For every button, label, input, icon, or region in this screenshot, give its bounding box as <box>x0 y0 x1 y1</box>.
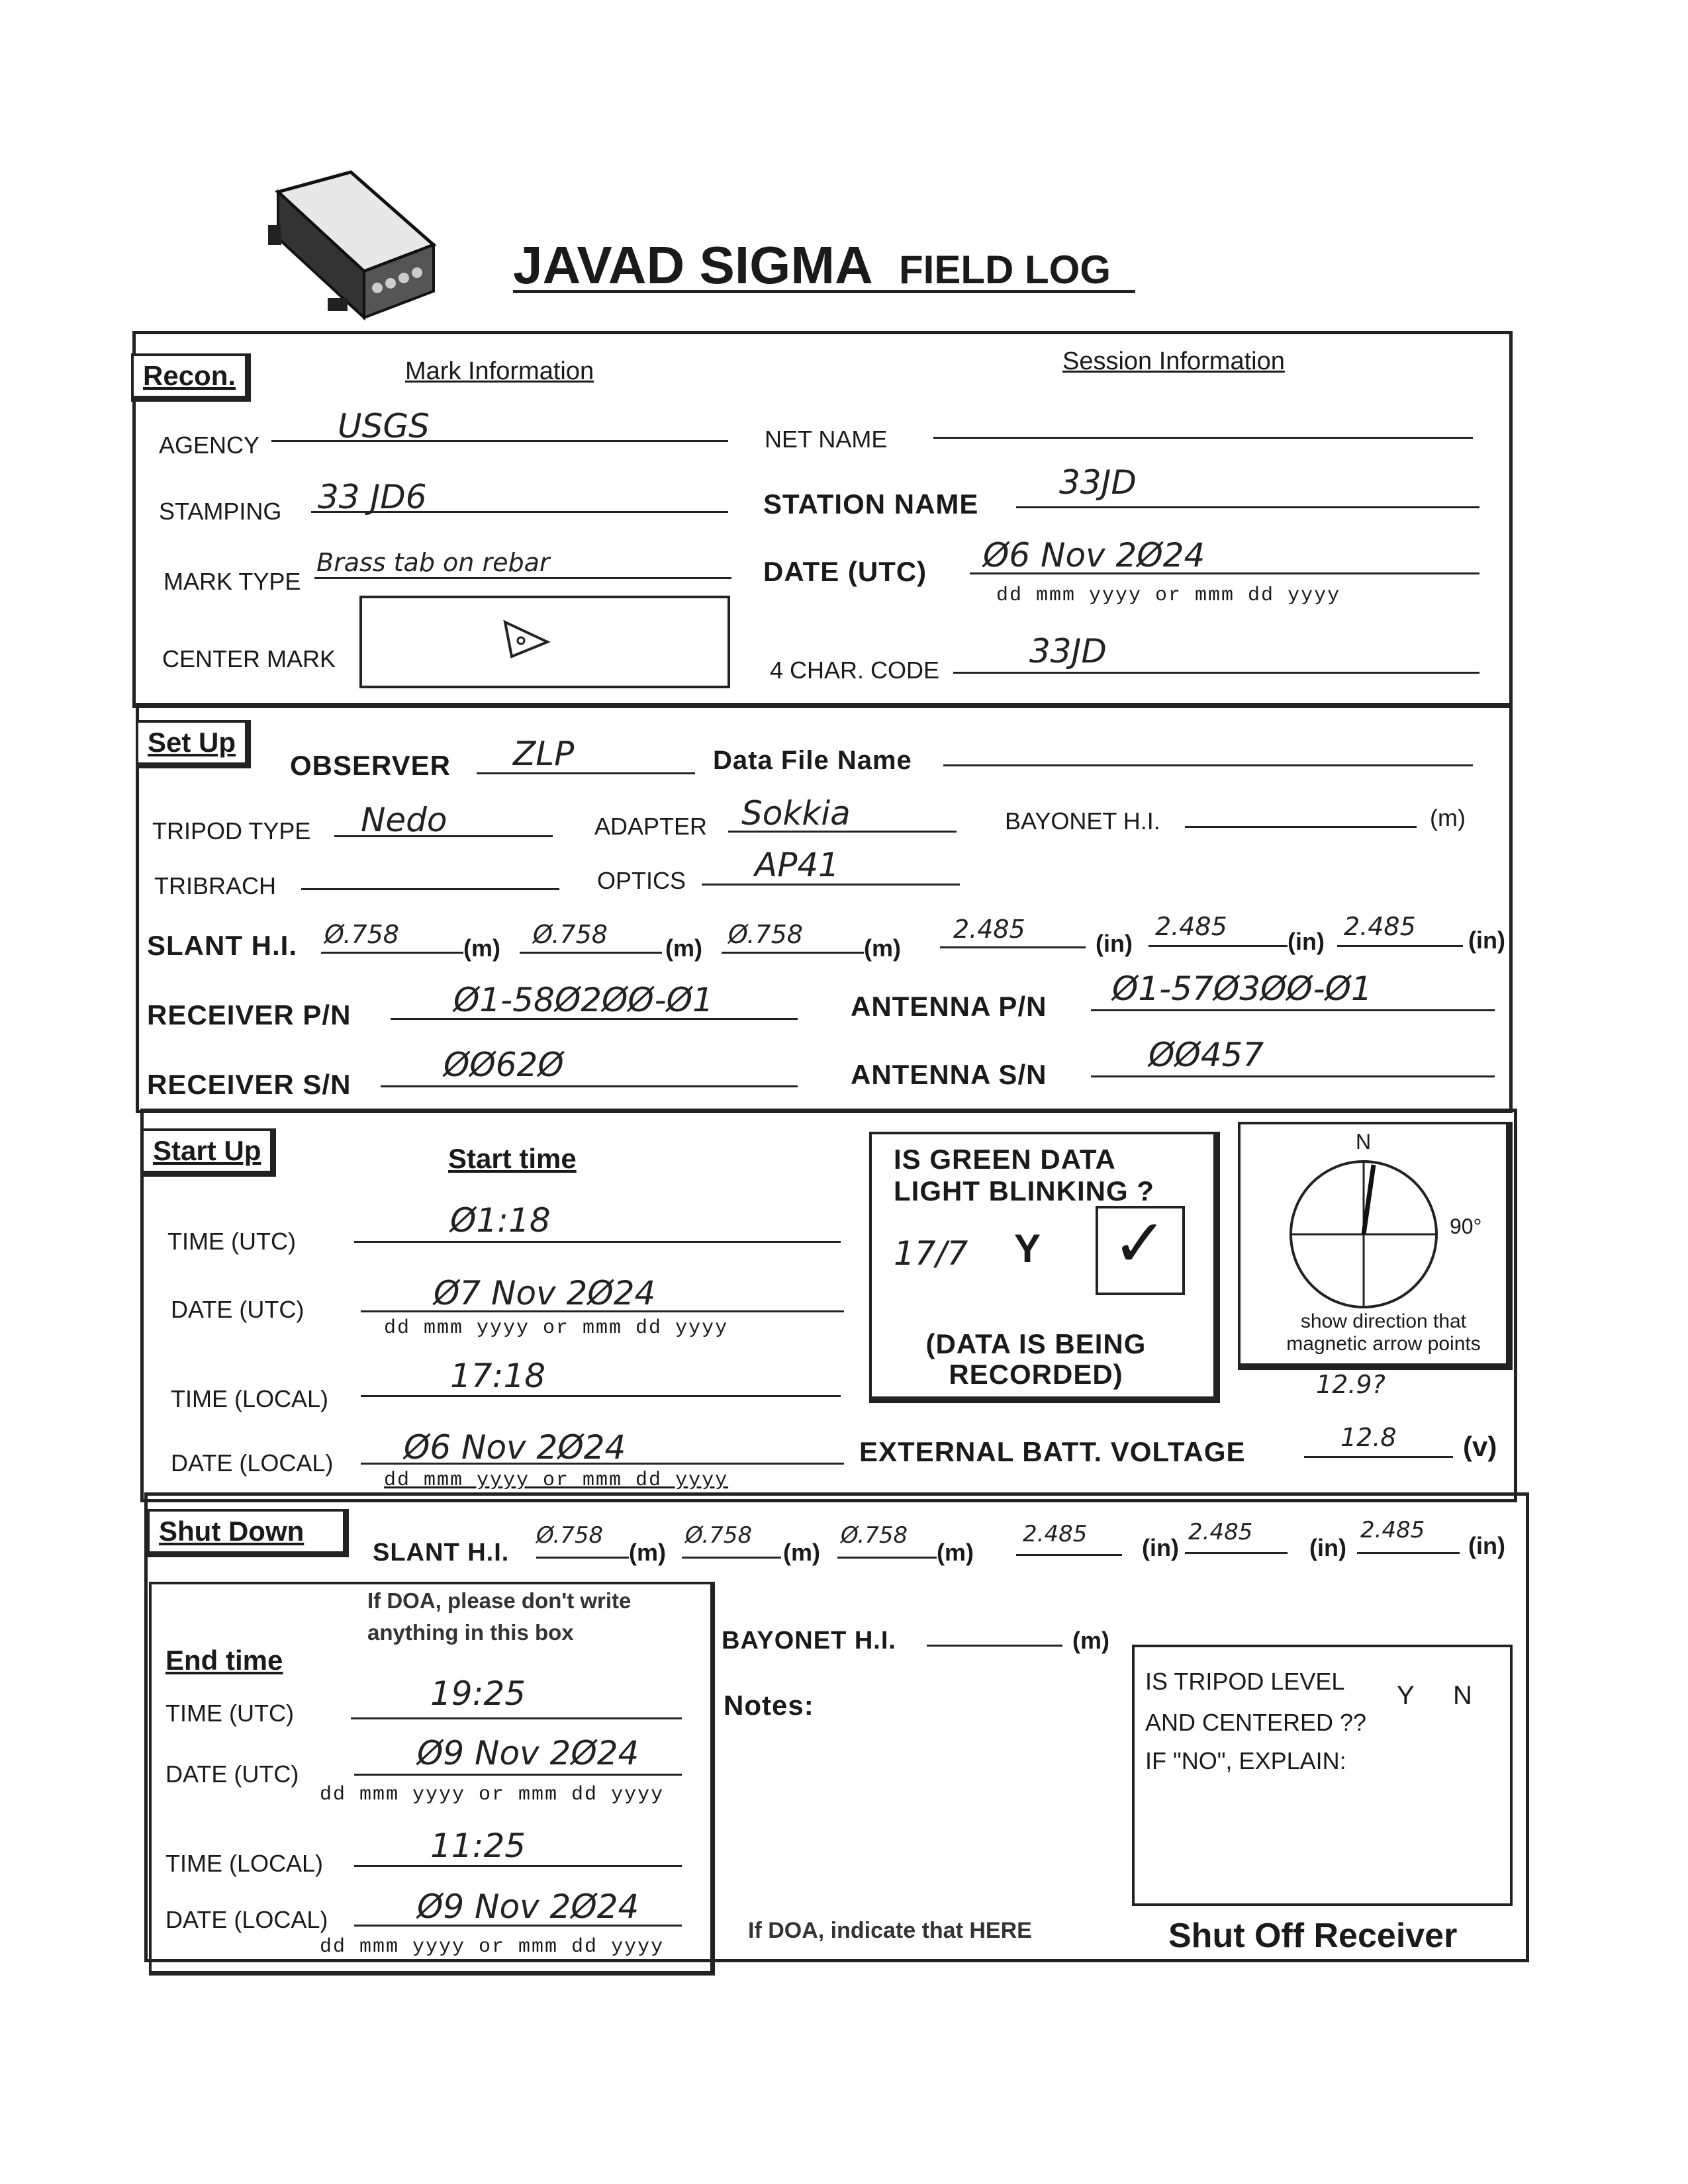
slant-hi-label: SLANT H.I. <box>147 930 297 961</box>
start-date-local-format-hint: dd mmm yyyy or mmm dd yyyy <box>384 1469 729 1492</box>
slant-line-6 <box>1337 945 1463 947</box>
end-date-format-hint: dd mmm yyyy or mmm dd yyyy <box>320 1784 665 1806</box>
receiver-pn-value[interactable]: Ø1-58Ø2ØØ-Ø1 <box>453 981 714 1019</box>
antenna-sn-value[interactable]: ØØ457 <box>1149 1036 1264 1074</box>
title-main: JAVAD SIGMA <box>513 236 871 295</box>
adapter-value[interactable]: Sokkia <box>741 794 851 833</box>
sd-slant-line-2 <box>682 1557 781 1559</box>
bayonet-hi-label: BAYONET H.I. <box>1005 807 1160 835</box>
start-date-utc-label: DATE (UTC) <box>171 1296 305 1323</box>
slant-unit-6: (in) <box>1468 927 1505 954</box>
recording-note: (DATA IS BEING RECORDED) <box>925 1328 1147 1390</box>
sd-bayonet-line[interactable] <box>927 1645 1062 1647</box>
end-date-utc-value[interactable]: Ø9 Nov 2Ø24 <box>417 1734 639 1772</box>
start-date-local-value[interactable]: Ø6 Nov 2Ø24 <box>404 1428 626 1467</box>
slant-line-4 <box>940 946 1086 948</box>
end-date-local-value[interactable]: Ø9 Nov 2Ø24 <box>417 1888 639 1926</box>
date-utc-label: DATE (UTC) <box>763 556 927 587</box>
sd-slant-unit-1: (m) <box>629 1539 666 1566</box>
doa-indicate-note[interactable]: If DOA, indicate that HERE <box>748 1918 1032 1943</box>
startup-tab: Start Up <box>141 1128 276 1177</box>
end-time-utc-label: TIME (UTC) <box>165 1700 294 1727</box>
compass-icon <box>1281 1152 1446 1317</box>
observer-line <box>477 772 695 774</box>
sd-slant-value-5[interactable]: 2.485 <box>1188 1519 1253 1545</box>
end-date-utc-line <box>354 1774 682 1776</box>
end-date-local-format-hint: dd mmm yyyy or mmm dd yyyy <box>320 1936 665 1958</box>
data-file-label: Data File Name <box>713 746 912 775</box>
triangle-mark-icon <box>500 615 553 662</box>
sd-bayonet-label: BAYONET H.I. <box>722 1627 896 1655</box>
slant-unit-1: (m) <box>463 934 500 962</box>
sd-slant-value-6[interactable]: 2.485 <box>1360 1517 1425 1543</box>
explain-label: IF "NO", EXPLAIN: <box>1145 1747 1346 1774</box>
net-name-line[interactable] <box>933 437 1473 439</box>
start-time-utc-line <box>354 1241 841 1243</box>
mark-type-label: MARK TYPE <box>164 568 301 595</box>
slant-value-6[interactable]: 2.485 <box>1344 912 1416 941</box>
compass-caption: show direction that magnetic arrow points <box>1286 1310 1481 1355</box>
slant-value-5[interactable]: 2.485 <box>1155 912 1227 941</box>
antenna-pn-label: ANTENNA P/N <box>851 991 1047 1022</box>
sd-slant-unit-2: (m) <box>783 1539 820 1566</box>
start-time-local-value[interactable]: 17:18 <box>450 1357 546 1395</box>
sd-slant-value-2[interactable]: Ø.758 <box>685 1522 753 1549</box>
end-time-utc-value[interactable]: 19:25 <box>430 1674 526 1713</box>
char-code-value[interactable]: 33JD <box>1029 632 1107 670</box>
setup-tab: Set Up <box>136 720 251 768</box>
receiver-pn-label: RECEIVER P/N <box>147 999 352 1030</box>
mark-type-line <box>314 577 731 579</box>
slant-value-4[interactable]: 2.485 <box>953 915 1025 944</box>
receiver-device-icon <box>265 165 444 331</box>
tripod-value[interactable]: Nedo <box>361 801 447 839</box>
green-light-question: IS GREEN DATA LIGHT BLINKING ? <box>894 1144 1154 1206</box>
compass-north-label: N <box>1356 1130 1372 1154</box>
tripod-level-y[interactable]: Y <box>1397 1681 1415 1710</box>
tripod-level-n[interactable]: N <box>1453 1681 1472 1710</box>
slant-unit-5: (in) <box>1288 928 1325 955</box>
slant-line-2 <box>520 952 662 954</box>
slant-value-1[interactable]: Ø.758 <box>324 920 399 949</box>
slant-line-1 <box>321 952 463 954</box>
sd-slant-line-3 <box>837 1557 937 1559</box>
slant-unit-3: (m) <box>864 934 901 962</box>
tripod-level-question: IS TRIPOD LEVEL AND CENTERED ?? <box>1145 1668 1367 1736</box>
start-time-local-line <box>361 1395 841 1397</box>
observer-value[interactable]: ZLP <box>513 735 575 773</box>
observer-label: OBSERVER <box>290 750 451 781</box>
shutdown-slant-label: SLANT H.I. <box>373 1539 510 1567</box>
end-time-local-line <box>354 1865 682 1867</box>
slant-unit-2: (m) <box>665 934 702 962</box>
receiver-sn-line <box>381 1085 798 1087</box>
end-time-utc-line <box>351 1717 682 1719</box>
sd-slant-value-1[interactable]: Ø.758 <box>536 1522 604 1549</box>
recon-tab: Recon. <box>131 353 251 402</box>
title-underline <box>513 290 1135 293</box>
ext-batt-unit: (v) <box>1463 1431 1497 1462</box>
start-time-heading: Start time <box>448 1143 577 1174</box>
stamping-label: STAMPING <box>159 498 282 525</box>
mark-information-heading: Mark Information <box>405 357 594 385</box>
net-name-label: NET NAME <box>765 426 888 453</box>
antenna-sn-label: ANTENNA S/N <box>851 1059 1047 1090</box>
sd-slant-line-6 <box>1357 1552 1460 1554</box>
green-light-y[interactable]: Y <box>1014 1226 1041 1271</box>
sd-slant-line-4 <box>1016 1554 1122 1556</box>
sd-bayonet-unit: (m) <box>1072 1627 1109 1654</box>
char-code-label: 4 CHAR. CODE <box>770 657 940 684</box>
end-date-local-label: DATE (LOCAL) <box>165 1906 328 1933</box>
receiver-sn-label: RECEIVER S/N <box>147 1069 352 1100</box>
tripod-type-label: TRIPOD TYPE <box>152 817 311 844</box>
mark-type-value[interactable]: Brass tab on rebar <box>316 548 550 577</box>
checkmark-icon: ✓ <box>1112 1206 1168 1281</box>
stamping-value[interactable]: 33 JD6 <box>318 478 427 516</box>
start-date-local-label: DATE (LOCAL) <box>171 1449 334 1477</box>
session-information-heading: Session Information <box>1062 347 1285 375</box>
center-mark-label: CENTER MARK <box>162 645 336 672</box>
sd-slant-unit-5: (in) <box>1309 1534 1346 1561</box>
end-time-heading: End time <box>165 1645 283 1676</box>
doa-note: If DOA, please don't write anything in this box <box>367 1588 632 1645</box>
start-date-format-hint: dd mmm yyyy or mmm dd yyyy <box>384 1317 729 1340</box>
sd-slant-unit-3: (m) <box>937 1539 974 1566</box>
bayonet-line[interactable] <box>1185 826 1417 828</box>
antenna-pn-line <box>1091 1009 1495 1011</box>
antenna-pn-value[interactable]: Ø1-57Ø3ØØ-Ø1 <box>1112 970 1372 1008</box>
green-light-note: 17/7 <box>894 1234 968 1273</box>
end-date-utc-label: DATE (UTC) <box>165 1760 299 1788</box>
start-time-local-label: TIME (LOCAL) <box>171 1385 329 1412</box>
ext-batt-label: EXTERNAL BATT. VOLTAGE <box>859 1436 1246 1467</box>
station-name-value[interactable]: 33JD <box>1059 463 1137 502</box>
adapter-label: ADAPTER <box>594 813 708 840</box>
optics-label: OPTICS <box>597 867 686 894</box>
title-sub: FIELD LOG <box>899 248 1111 292</box>
receiver-sn-value[interactable]: ØØ62Ø <box>444 1046 564 1084</box>
station-name-line <box>1016 506 1479 508</box>
slant-unit-4: (in) <box>1096 930 1133 957</box>
date-format-hint: dd mmm yyyy or mmm dd yyyy <box>996 584 1341 607</box>
compass-note: 12.9? <box>1316 1370 1385 1399</box>
start-time-utc-label: TIME (UTC) <box>167 1228 296 1255</box>
sd-slant-unit-4: (in) <box>1142 1534 1179 1561</box>
optics-value[interactable]: AP41 <box>755 846 839 884</box>
shutdown-tab: Shut Down <box>147 1509 349 1557</box>
sd-slant-line-1 <box>536 1557 629 1559</box>
tribrach-line[interactable] <box>301 888 559 890</box>
ext-batt-value[interactable]: 12.8 <box>1340 1423 1397 1452</box>
slant-value-2[interactable]: Ø.758 <box>533 920 608 949</box>
form-title <box>513 235 1111 296</box>
station-name-label: STATION NAME <box>763 488 979 520</box>
end-time-local-label: TIME (LOCAL) <box>165 1850 324 1877</box>
start-date-utc-value[interactable]: Ø7 Nov 2Ø24 <box>434 1274 656 1312</box>
bayonet-unit: (m) <box>1430 804 1466 831</box>
slant-line-5 <box>1149 945 1288 947</box>
end-time-local-value[interactable]: 11:25 <box>430 1827 526 1865</box>
sd-slant-unit-6: (in) <box>1468 1532 1505 1559</box>
tribrach-label: TRIBRACH <box>154 872 277 899</box>
agency-value[interactable]: USGS <box>338 407 430 445</box>
date-utc-value[interactable]: Ø6 Nov 2Ø24 <box>983 536 1205 574</box>
sd-slant-value-4[interactable]: 2.485 <box>1023 1521 1088 1547</box>
compass-90-label: 90° <box>1450 1214 1482 1238</box>
char-code-line <box>953 672 1479 674</box>
shut-off-receiver-button[interactable]: Shut Off Receiver <box>1168 1917 1458 1955</box>
agency-label: AGENCY <box>159 432 260 459</box>
sd-slant-value-3[interactable]: Ø.758 <box>841 1522 908 1549</box>
notes-label: Notes: <box>724 1690 814 1721</box>
ext-batt-line <box>1304 1456 1453 1458</box>
slant-line-3 <box>722 952 864 954</box>
sd-slant-line-5 <box>1185 1552 1288 1554</box>
start-time-utc-value[interactable]: Ø1:18 <box>450 1201 551 1240</box>
slant-value-3[interactable]: Ø.758 <box>728 920 803 949</box>
data-file-line[interactable] <box>943 764 1473 766</box>
antenna-sn-line <box>1091 1075 1495 1077</box>
